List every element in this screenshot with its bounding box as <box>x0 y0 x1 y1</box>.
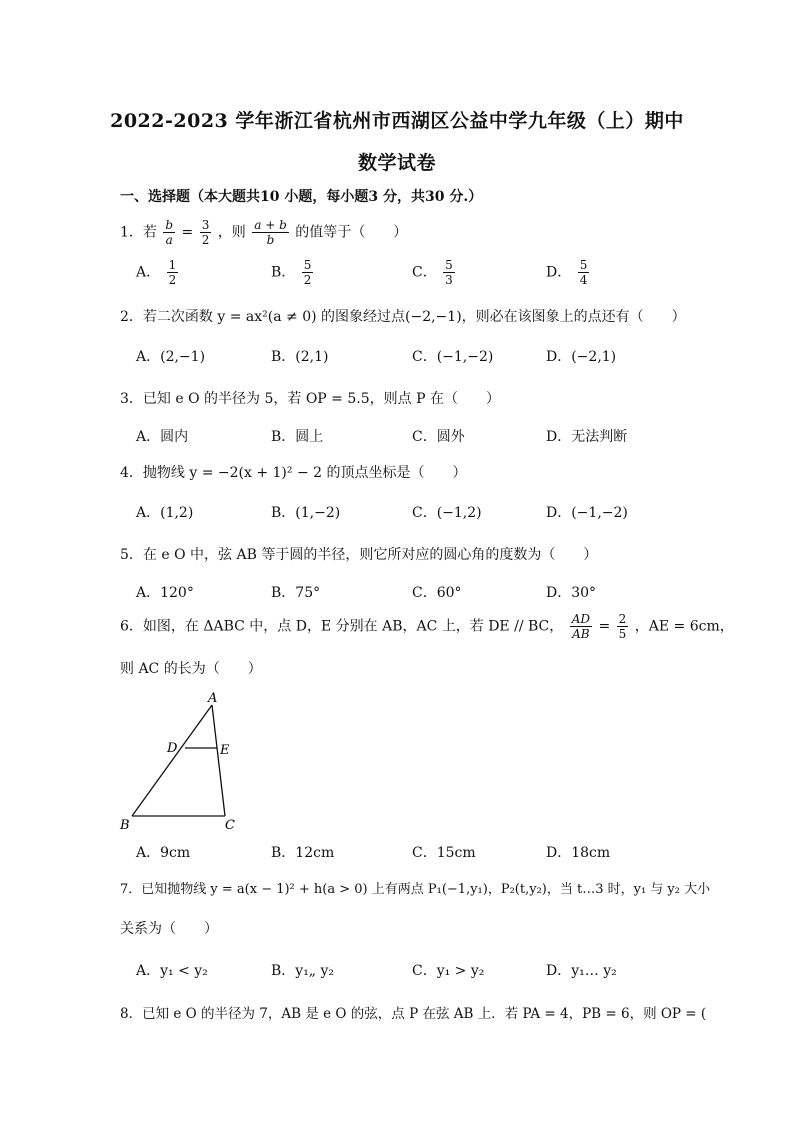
q6-equals: = <box>598 618 611 635</box>
q6-option-a[interactable]: A．9cm <box>136 845 191 861</box>
q1-option-d[interactable]: D． $\frac{5}{4}$ <box>546 258 588 287</box>
side-ab <box>132 705 212 816</box>
q3-option-a[interactable]: A．圆内 <box>136 429 189 445</box>
section-heading: 一、选择题（本大题共10 小题，每小题3 分，共30 分.） <box>120 189 483 205</box>
question-3: 3．已知 e O 的半径为 5，若 OP = 5.5，则点 P 在（ ） <box>120 391 500 407</box>
q3-option-c[interactable]: C．圆外 <box>412 429 465 445</box>
question-7-line2: 关系为（ ） <box>120 921 218 937</box>
q1-suffix: 的值等于（ ） <box>295 224 408 241</box>
question-7-line1: 7．已知抛物线 y = a(x − 1)² + h(a > 0) 上有两点 P₁(−1,y₁)，P₂(t,y₂)，当 t…3 时，y₁ 与 y₂ 大小 <box>120 882 711 897</box>
q5-option-d[interactable]: D．30° <box>546 585 597 601</box>
q4-option-b[interactable]: B．(1,−2) <box>271 505 341 521</box>
q6-option-d[interactable]: D．18cm <box>546 845 611 861</box>
question-4: 4．抛物线 y = −2(x + 1)² − 2 的顶点坐标是（ ） <box>120 465 467 481</box>
q4-option-c[interactable]: C．(−1,2) <box>412 505 482 521</box>
q7-option-b[interactable]: B．y₁„ y₂ <box>271 963 335 979</box>
q5-option-a[interactable]: A．120° <box>136 585 194 601</box>
q2-option-b[interactable]: B．(2,1) <box>271 349 329 365</box>
q7-option-a[interactable]: A．y₁ < y₂ <box>136 963 208 979</box>
q1-fraction-3-over-2: $\frac{3}{2}$ <box>201 218 210 247</box>
q1-fraction-b-over-a: $\frac{b}{a}$ <box>165 218 174 247</box>
question-6-line2: 则 AC 的长为（ ） <box>120 661 262 677</box>
q6-option-b[interactable]: B．12cm <box>271 845 335 861</box>
q7-option-c[interactable]: C．y₁ > y₂ <box>412 963 485 979</box>
label-a: A <box>208 691 218 706</box>
question-2: 2．若二次函数 y = ax²(a ≠ 0) 的图象经过点(−2,−1)，则必在该图象上的点还有（ ） <box>120 309 686 325</box>
question-8: 8．已知 e O 的半径为 7，AB 是 e O 的弦，点 P 在弦 AB 上．若 PA = 4，PB = 6，则 OP = ( <box>120 1006 707 1022</box>
q2-option-d[interactable]: D．(−2,1) <box>546 349 617 365</box>
label-e: E <box>220 743 230 758</box>
label-d: D <box>167 741 178 756</box>
q6-fraction-2-over-5: $\frac{2}{5}$ <box>618 612 627 641</box>
exam-title-line2: 数学试卷 <box>357 152 436 174</box>
q6-text-b: ，AE = 6cm， <box>634 618 734 635</box>
triangle-abc-figure <box>112 688 252 833</box>
label-b: B <box>120 818 130 833</box>
label-c: C <box>225 818 235 833</box>
q6-option-c[interactable]: C．15cm <box>412 845 476 861</box>
q5-option-b[interactable]: B．75° <box>271 585 321 601</box>
q1-equals: = <box>181 224 194 241</box>
q6-text-a: 6．如图，在 ΔABC 中，点 D，E 分别在 AB，AC 上，若 DE // BC， <box>120 618 564 635</box>
exam-title-line1: 2022-2023 学年浙江省杭州市西湖区公益中学九年级（上）期中 <box>110 110 684 132</box>
q1-mid: ，则 <box>217 224 246 241</box>
q7-option-d[interactable]: D．y₁… y₂ <box>546 963 617 979</box>
side-ac <box>212 705 225 816</box>
q3-option-d[interactable]: D．无法判断 <box>546 429 628 445</box>
question-6 <box>120 612 734 641</box>
q1-option-b[interactable]: B． $\frac{5}{2}$ <box>271 258 312 287</box>
question-5: 5．在 e O 中，弦 AB 等于圆的半径，则它所对应的圆心角的度数为（ ） <box>120 547 598 563</box>
q2-option-c[interactable]: C．(−1,−2) <box>412 349 494 365</box>
q1-fraction-apb-over-b: $\frac{a + b}{b}$ <box>254 218 287 247</box>
q1-prefix: 1．若 <box>120 224 157 241</box>
q5-option-c[interactable]: C．60° <box>412 585 462 601</box>
q2-option-a[interactable]: A．(2,−1) <box>136 349 206 365</box>
q4-option-d[interactable]: D．(−1,−2) <box>546 505 628 521</box>
q4-option-a[interactable]: A．(1,2) <box>136 505 194 521</box>
q1-option-c[interactable]: C． $\frac{5}{3}$ <box>412 258 453 287</box>
q3-option-b[interactable]: B．圆上 <box>271 429 324 445</box>
question-1 <box>120 218 407 247</box>
q6-fraction-ad-over-ab: $\frac{AD}{AB}$ <box>571 612 590 641</box>
q1-option-a[interactable]: A． $\frac{1}{2}$ <box>136 258 177 287</box>
